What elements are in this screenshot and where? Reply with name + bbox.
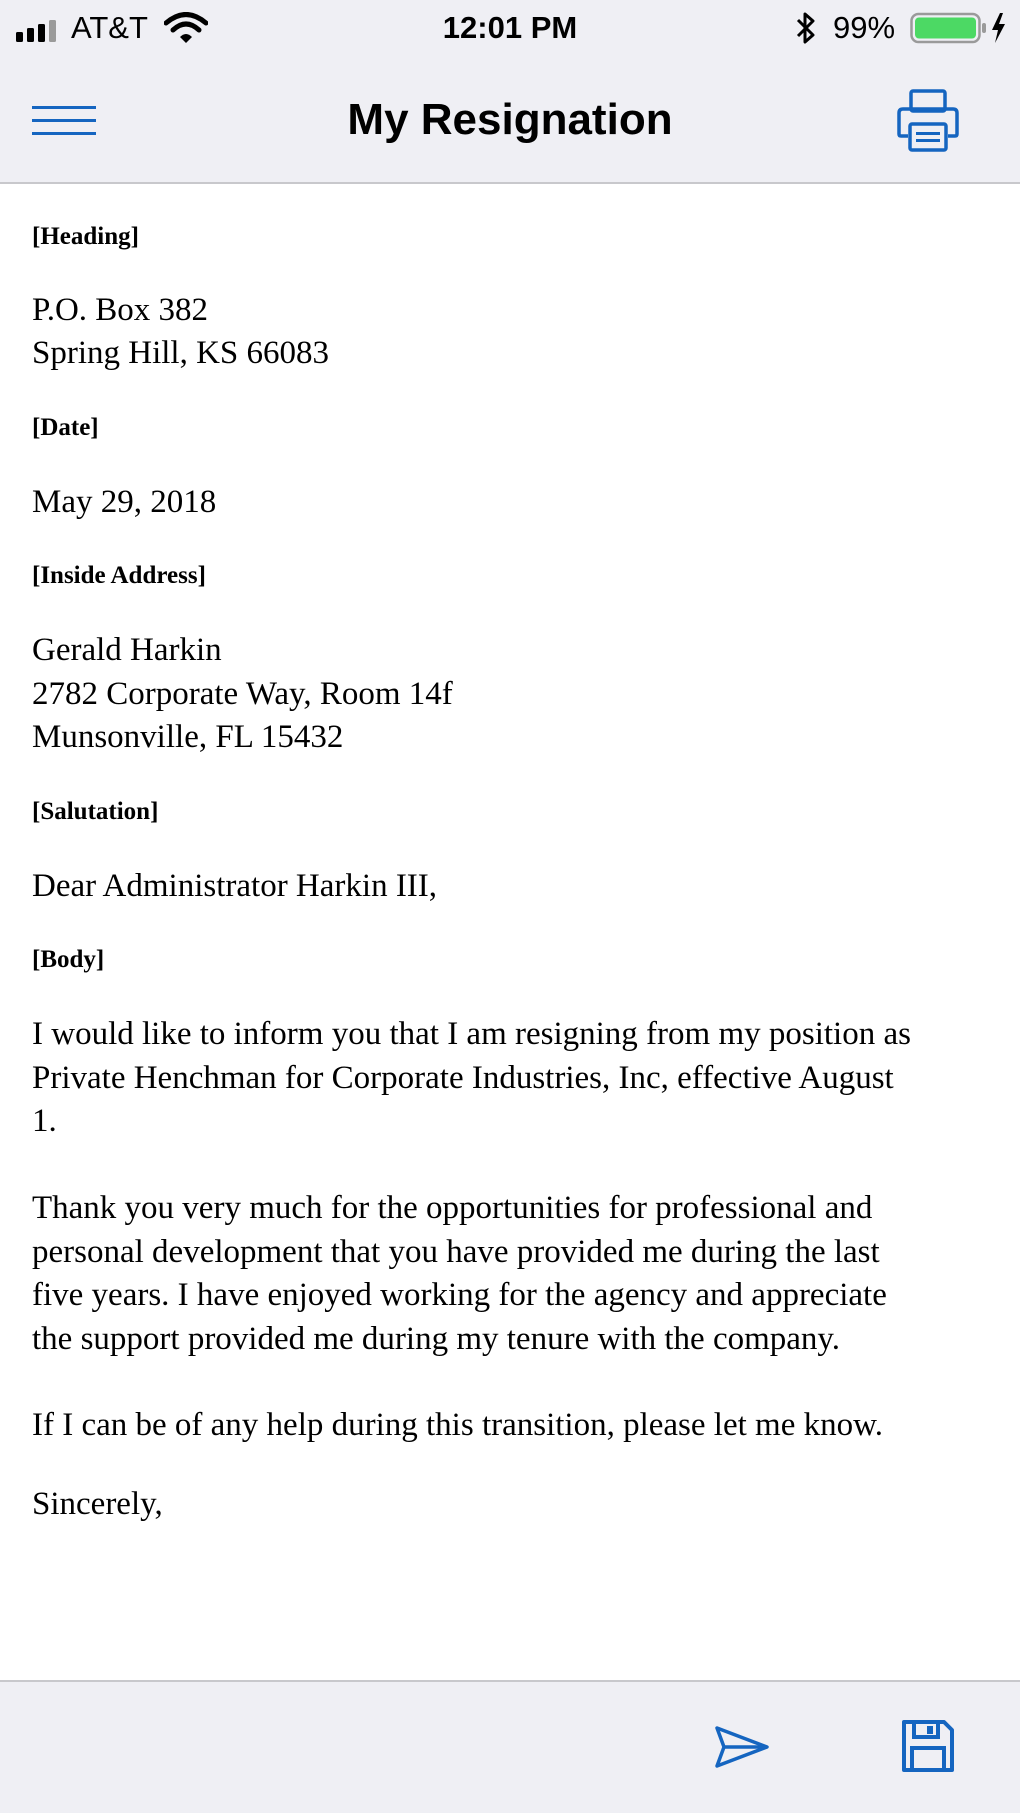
battery-percent: 99% [833,10,896,45]
heading-line: Spring Hill, KS 66083 [32,335,330,371]
salutation-section-label: [Salutation] [32,798,159,825]
letter-document[interactable] [0,184,1020,1680]
closing-text: Sincerely, [32,1486,163,1522]
inside-address-section-label: [Inside Address] [32,562,206,589]
charging-bolt-icon [992,13,1005,43]
send-icon[interactable] [712,1722,772,1772]
nav-bar [0,56,1020,184]
body-paragraph-line: five years. I have enjoyed working for the agency and appreciate [32,1277,887,1313]
bottom-toolbar [0,1680,1020,1813]
body-paragraph-line: 1. [32,1103,57,1139]
body-paragraph-line: I would like to inform you that I am resigning from my position as [32,1016,911,1052]
status-time: 12:01 PM [442,10,578,45]
heading-section-label: [Heading] [32,223,139,250]
letter-date: May 29, 2018 [32,484,217,520]
body-paragraph-line: Thank you very much for the opportunities for professional and [32,1190,873,1226]
printer-icon[interactable] [892,86,964,154]
bluetooth-icon [794,10,818,46]
body-paragraph-line: Private Henchman for Corporate Industries, Inc, effective August [32,1060,894,1096]
heading-line: P.O. Box 382 [32,292,209,328]
carrier-name: AT&T [71,10,148,45]
status-bar [0,0,1020,56]
body-paragraph-line: personal development that you have provided me during the last [32,1234,880,1270]
inside-address-line: 2782 Corporate Way, Room 14f [32,676,453,712]
body-paragraph-line: If I can be of any help during this transition, please let me know. [32,1407,884,1443]
battery-icon [910,11,1008,45]
body-paragraph-line: the support provided me during my tenure with the company. [32,1321,841,1357]
date-section-label: [Date] [32,414,99,441]
inside-address-line: Gerald Harkin [32,632,222,668]
inside-address-line: Munsonville, FL 15432 [32,719,344,755]
page-title: My Resignation [347,95,673,144]
save-icon[interactable] [900,1718,956,1774]
body-section-label: [Body] [32,946,105,973]
salutation-text: Dear Administrator Harkin III, [32,868,438,904]
